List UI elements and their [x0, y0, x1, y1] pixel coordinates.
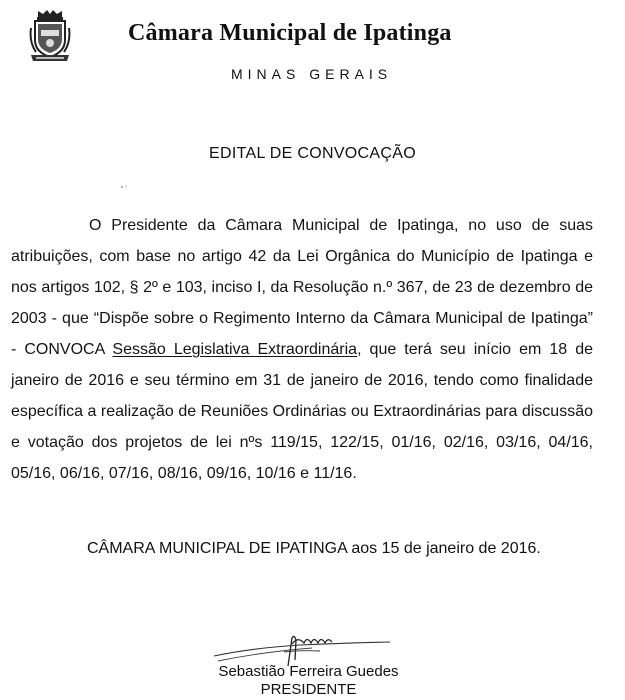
document-title: EDITAL DE CONVOCAÇÃO	[209, 145, 416, 162]
scan-speck	[119, 184, 129, 190]
body-text-underlined: Sessão Legislativa Extraordinária	[112, 341, 358, 358]
closing-line: CÂMARA MUNICIPAL DE IPATINGA aos 15 de janeiro de 2016.	[87, 540, 541, 557]
body-paragraph	[11, 210, 593, 489]
signatory-role: PRESIDENTE	[260, 681, 357, 698]
municipal-seal-icon	[28, 8, 72, 64]
org-name: Câmara Municipal de Ipatinga	[128, 20, 452, 46]
state-name: MINAS GERAIS	[231, 66, 393, 82]
signatory-name: Sebastião Ferreira Guedes	[218, 663, 399, 680]
body-text-part1: O Presidente da Câmara Municipal de Ipatinga, no uso de suas atribuições, com base no artigo 42 da Lei Orgânica do Município de Ipatinga e nos artigos 102, § 2º e 103, inciso I, da Resolução n.º 367, de 23 de dezembro de 2003 - que “Dispõe sobre o Regimento Interno da Câmara Municipal de Ipatinga” - CONVOCA	[11, 217, 593, 358]
body-text-part2: , que terá seu início em 18 de janeiro de 2016 e seu término em 31 de janeiro de 2016, tendo como finalidade específica a realização de Reuniões Ordinárias ou Extraordinárias para discussão e votação dos projetos de lei nºs 119/15, 122/15, 01/16, 02/16, 03/16, 04/16, 05/16, 06/16, 07/16, 08/16, 09/16, 10/16 e 11/16.	[11, 341, 594, 482]
